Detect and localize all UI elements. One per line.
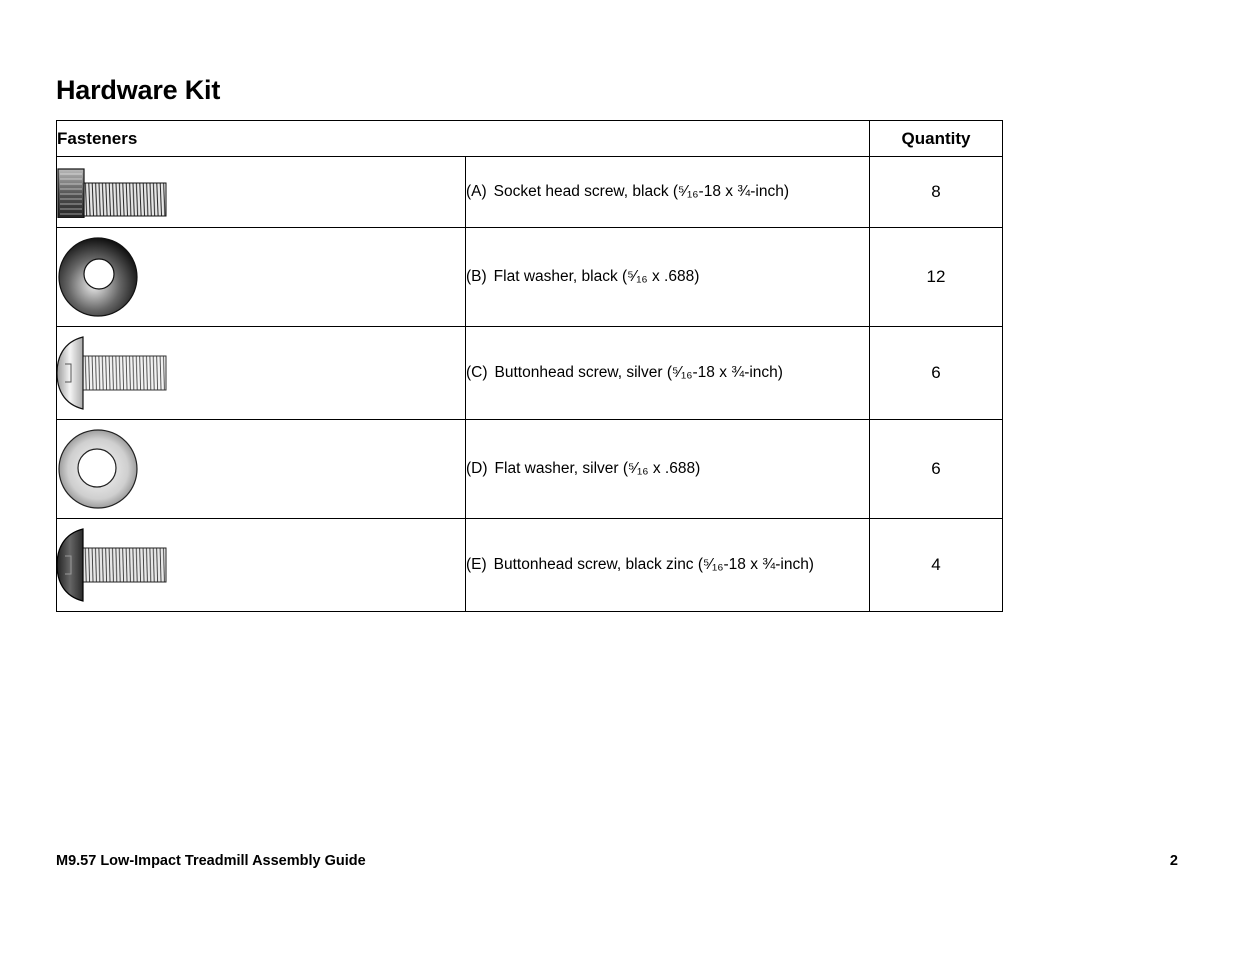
socket-head-screw-black-icon bbox=[57, 166, 172, 218]
buttonhead-screw-silver-icon bbox=[57, 336, 172, 410]
fastener-letter: (C) bbox=[466, 364, 488, 381]
footer-page-number: 2 bbox=[1169, 853, 1178, 869]
fastener-description bbox=[466, 327, 870, 420]
fastener-description-text: Flat washer, black (⁵⁄₁₆ x .688) bbox=[493, 268, 700, 285]
fastener-description bbox=[466, 420, 870, 519]
fastener-quantity: 12 bbox=[870, 228, 1003, 327]
fastener-description bbox=[466, 157, 870, 228]
hardware-kit-table bbox=[56, 120, 1003, 612]
flat-washer-black-icon bbox=[57, 236, 139, 318]
table-row bbox=[57, 157, 1003, 228]
fastener-image-cell bbox=[57, 420, 466, 519]
fastener-description-text: Socket head screw, black (⁵⁄₁₆-18 x ¾-inch) bbox=[493, 183, 789, 200]
fastener-image-cell bbox=[57, 228, 466, 327]
header-fasteners: Fasteners bbox=[57, 121, 870, 157]
fastener-description bbox=[466, 228, 870, 327]
buttonhead-screw-black-zinc-icon bbox=[57, 528, 172, 602]
fastener-quantity: 6 bbox=[870, 420, 1003, 519]
table-header-row bbox=[57, 121, 1003, 157]
fastener-image-cell bbox=[57, 519, 466, 612]
header-quantity: Quantity bbox=[870, 121, 1003, 157]
fastener-quantity: 8 bbox=[870, 157, 1003, 228]
fastener-letter: (D) bbox=[466, 460, 488, 477]
page-title: Hardware Kit bbox=[56, 75, 221, 105]
table-row bbox=[57, 519, 1003, 612]
fastener-description-text: Flat washer, silver (⁵⁄₁₆ x .688) bbox=[494, 460, 701, 477]
fastener-letter: (A) bbox=[466, 183, 487, 200]
fastener-letter: (B) bbox=[466, 268, 487, 285]
fastener-letter: (E) bbox=[466, 556, 487, 573]
fastener-image-cell bbox=[57, 157, 466, 228]
fastener-description bbox=[466, 519, 870, 612]
table-row bbox=[57, 228, 1003, 327]
fastener-description-text: Buttonhead screw, black zinc (⁵⁄₁₆-18 x ¾-inch) bbox=[493, 556, 814, 573]
table-row bbox=[57, 420, 1003, 519]
fastener-quantity: 6 bbox=[870, 327, 1003, 420]
fastener-image-cell bbox=[57, 327, 466, 420]
fastener-description-text: Buttonhead screw, silver (⁵⁄₁₆-18 x ¾-inch) bbox=[494, 364, 783, 381]
table-row bbox=[57, 327, 1003, 420]
fastener-quantity: 4 bbox=[870, 519, 1003, 612]
flat-washer-silver-icon bbox=[57, 428, 139, 510]
footer-document-title: M9.57 Low-Impact Treadmill Assembly Guide bbox=[56, 853, 366, 869]
